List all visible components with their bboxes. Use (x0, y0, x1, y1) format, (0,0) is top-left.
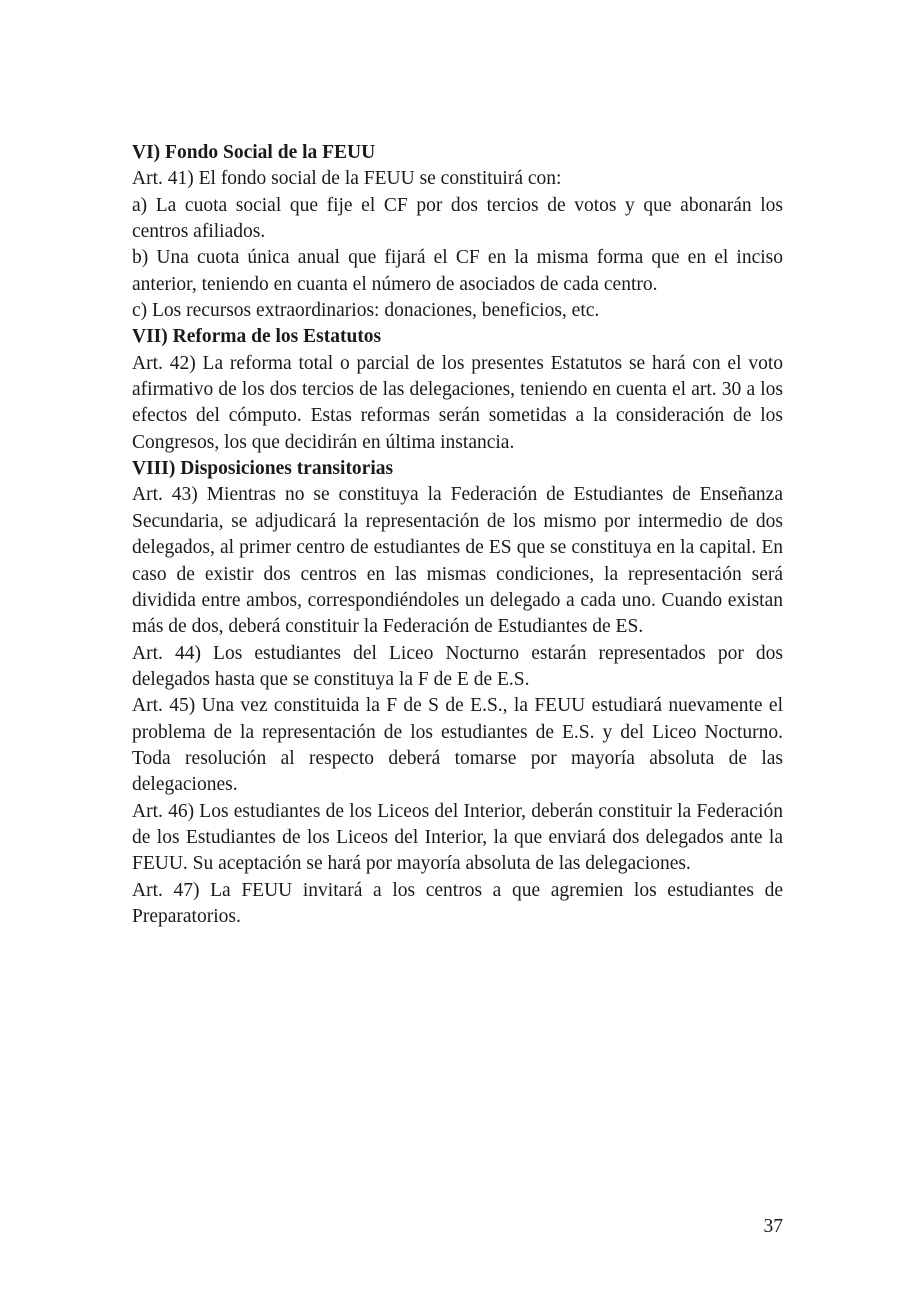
section-heading-reforma: VII) Reforma de los Estatutos (132, 326, 382, 348)
body-text (132, 140, 783, 930)
article-45: Art. 45) Una vez constituida la F de S de E.S., la FEUU estudiará nuevamente el problema de la representación de los estudiantes de E.S. y del Liceo Nocturno. Toda resolución al respecto deberá tomarse por mayoría absoluta de las delegaciones. (132, 695, 783, 796)
article-41-item-c: c) Los recursos extraordinarios: donaciones, beneficios, etc. (132, 300, 600, 322)
article-42: Art. 42) La reforma total o parcial de los presentes Estatutos se hará con el voto afirmativo de los dos tercios de las delegaciones, teniendo en cuenta el art. 30 a los efectos del cómputo. Estas reformas serán sometidas a la consideración de los Congresos, los que decidirán en última instancia. (132, 352, 783, 453)
article-47: Art. 47) La FEUU invitará a los centros a que agremien los estudiantes de Preparatorios. (132, 879, 783, 927)
article-41: Art. 41) El fondo social de la FEUU se constituirá con: (132, 168, 562, 190)
article-43: Art. 43) Mientras no se constituya la Federación de Estudiantes de Enseñanza Secundaria, se adjudicará la representación de los mismo por intermedio de dos delegados, al primer centro de estudiantes de ES que se constituya en la capital. En caso de existir dos centros en las mismas condiciones, la representación será dividida entre ambos, correspondiéndoles un delegado a cada uno. Cuando existan más de dos, deberá constituir la Federación de Estudiantes de ES. (132, 484, 783, 638)
article-41-item-b: b) Una cuota única anual que fijará el CF en la misma forma que en el inciso anterior, teniendo en cuanta el número de asociados de cada centro. (132, 247, 783, 295)
section-heading-fondo-social: VI) Fondo Social de la FEUU (132, 142, 376, 163)
page-number: 37 (763, 1216, 783, 1237)
article-44: Art. 44) Los estudiantes del Liceo Nocturno estarán representados por dos delegados hasta que se constituya la F de E de E.S. (132, 642, 783, 690)
section-heading-disposiciones: VIII) Disposiciones transitorias (132, 458, 394, 480)
article-41-item-a: a) La cuota social que fije el CF por dos tercios de votos y que abonarán los centros afiliados. (132, 194, 783, 243)
article-46: Art. 46) Los estudiantes de los Liceos del Interior, deberán constituir la Federación de los Estudiantes de los Liceos del Interior, la que enviará dos delegados ante la FEUU. Su aceptación se hará por mayoría absoluta de las delegaciones. (132, 800, 783, 875)
